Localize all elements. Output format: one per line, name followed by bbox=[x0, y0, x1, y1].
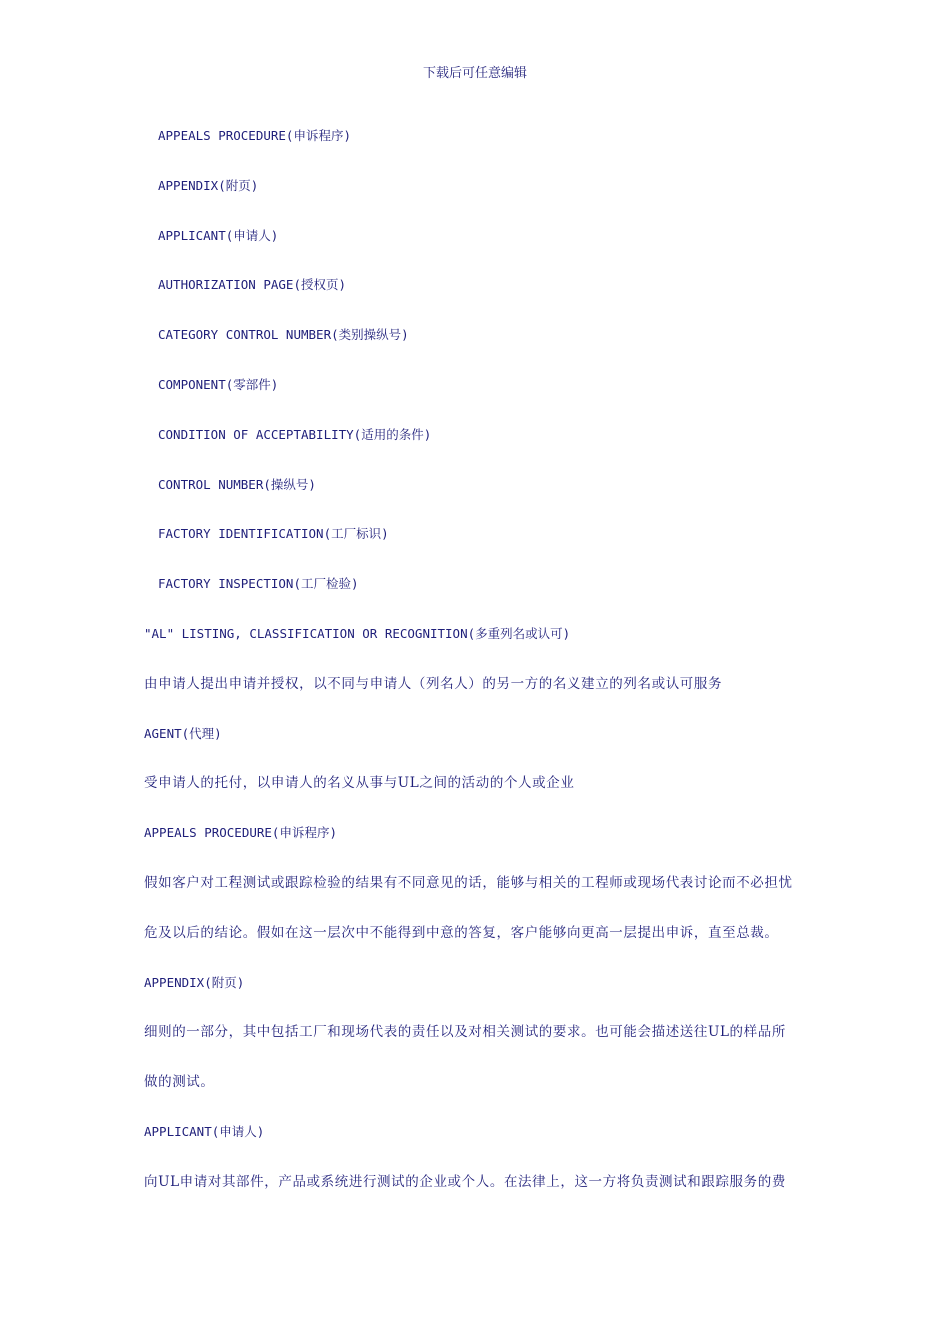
entry-definition: 向UL申请对其部件，产品或系统进行测试的企业或个人。在法律上，这一方将负责测试和跟踪服务的费 bbox=[144, 1173, 786, 1190]
entry-term: APPENDIX(附页) bbox=[144, 974, 245, 990]
toc-item: CONTROL NUMBER(操纵号) bbox=[158, 476, 316, 492]
entry-definition: 受申请人的托付，以申请人的名义从事与UL之间的活动的个人或企业 bbox=[144, 775, 575, 792]
entry-term: "AL" LISTING, CLASSIFICATION OR RECOGNITION(多重列名或认可) bbox=[144, 625, 571, 641]
page-header: 下载后可任意编辑 bbox=[422, 66, 527, 81]
entry-definition: 细则的一部分，其中包括工厂和现场代表的责任以及对相关测试的要求。也可能会描述送往UL的样品所 bbox=[144, 1024, 786, 1041]
toc-item: CATEGORY CONTROL NUMBER(类别操纵号) bbox=[158, 327, 409, 343]
toc-item: FACTORY IDENTIFICATION(工厂标识) bbox=[158, 526, 389, 542]
toc-item: APPENDIX(附页) bbox=[158, 177, 259, 193]
entry-term: AGENT(代理) bbox=[144, 725, 222, 741]
document-body bbox=[144, 124, 824, 1220]
entry-definition: 做的测试。 bbox=[144, 1074, 215, 1091]
toc-item: FACTORY INSPECTION(工厂检验) bbox=[158, 576, 359, 592]
entry-definition: 假如客户对工程测试或跟踪检验的结果有不同意见的话，能够与相关的工程师或现场代表讨论而不必担忧 bbox=[144, 874, 793, 891]
toc-item: APPLICANT(申请人) bbox=[158, 227, 279, 243]
toc-item: CONDITION OF ACCEPTABILITY(适用的条件) bbox=[158, 426, 432, 442]
toc-item: COMPONENT(零部件) bbox=[158, 376, 279, 392]
entry-term: APPLICANT(申请人) bbox=[144, 1123, 265, 1139]
toc-item: AUTHORIZATION PAGE(授权页) bbox=[158, 277, 347, 293]
entry-term: APPEALS PROCEDURE(申诉程序) bbox=[144, 825, 337, 841]
entry-definition: 由申请人提出申请并授权，以不同与申请人（列名人）的另一方的名义建立的列名或认可服务 bbox=[144, 675, 723, 692]
toc-item: APPEALS PROCEDURE(申诉程序) bbox=[158, 128, 351, 143]
entry-definition: 危及以后的结论。假如在这一层次中不能得到中意的答复，客户能够向更高一层提出申诉，直至总裁。 bbox=[144, 924, 779, 941]
